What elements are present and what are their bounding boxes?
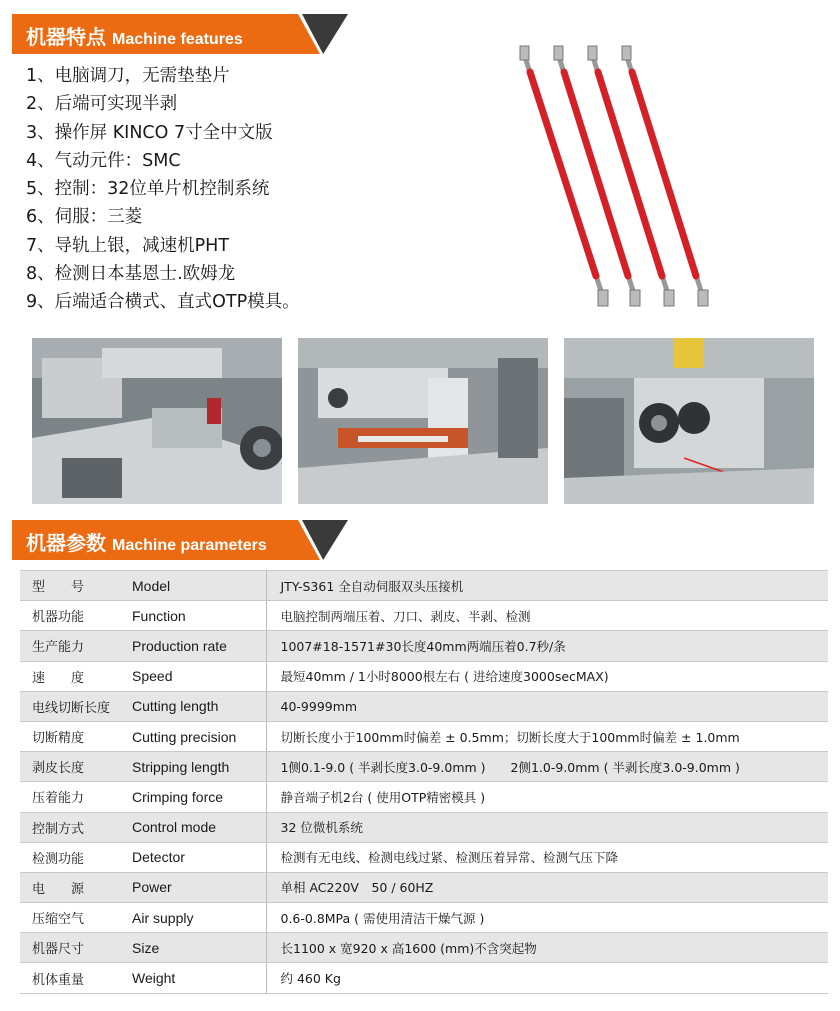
param-name-zh: 压着能力	[20, 782, 120, 812]
param-value: 最短40mm / 1小时8000根左右 ( 进给速度3000secMAX)	[266, 661, 828, 691]
table-row	[20, 571, 828, 601]
param-value: 电脑控制两端压着、刀口、剥皮、半剥、检测	[266, 601, 828, 631]
param-name-zh: 机器功能	[20, 601, 120, 631]
table-row	[20, 782, 828, 812]
feature-item: 4、气动元件：SMC	[26, 150, 181, 171]
param-name-zh: 机体重量	[20, 963, 120, 993]
param-name-en: Air supply	[120, 903, 266, 933]
table-row	[20, 872, 828, 902]
cable-4	[622, 46, 708, 306]
param-name-en: Crimping force	[120, 782, 266, 812]
table-row	[20, 601, 828, 631]
features-title	[26, 21, 243, 50]
table-row	[20, 812, 828, 842]
features-title-zh: 机器特点	[26, 25, 106, 49]
table-row	[20, 691, 828, 721]
param-name-zh: 检测功能	[20, 842, 120, 872]
machine-photo-2	[298, 338, 548, 504]
table-row	[20, 631, 828, 661]
param-value: 1侧0.1-9.0 ( 半剥长度3.0-9.0mm ) 2侧1.0-9.0mm ( 半剥长度3.0-9.0mm )	[266, 752, 828, 782]
table-row	[20, 752, 828, 782]
param-name-en: Speed	[120, 661, 266, 691]
param-name-en: Cutting precision	[120, 721, 266, 751]
feature-item: 9、后端适合横式、直式OTP模具。	[26, 292, 300, 313]
param-name-zh: 机器尺寸	[20, 933, 120, 963]
param-value: 32 位微机系统	[266, 812, 828, 842]
param-name-en: Model	[120, 571, 266, 601]
param-name-zh: 型 号	[20, 571, 120, 601]
parameters-title-zh: 机器参数	[26, 531, 106, 555]
table-row	[20, 933, 828, 963]
table-row	[20, 903, 828, 933]
param-name-en: Production rate	[120, 631, 266, 661]
feature-item: 8、检测日本基恩士.欧姆龙	[26, 264, 236, 285]
features-list	[26, 62, 300, 317]
param-value: 单相 AC220V 50 / 60HZ	[266, 872, 828, 902]
param-name-zh: 切断精度	[20, 721, 120, 751]
feature-item: 5、控制：32位单片机控制系统	[26, 179, 270, 200]
table-row	[20, 661, 828, 691]
features-title-en: Machine features	[112, 31, 243, 48]
param-value: 静音端子机2台 ( 使用OTP精密模具 )	[266, 782, 828, 812]
machine-photo-3	[564, 338, 814, 504]
param-name-en: Control mode	[120, 812, 266, 842]
param-name-en: Cutting length	[120, 691, 266, 721]
feature-item: 7、导轨上银，减速机PHT	[26, 235, 230, 256]
param-name-en: Stripping length	[120, 752, 266, 782]
param-name-zh: 电 源	[20, 872, 120, 902]
feature-item: 2、后端可实现半剥	[26, 94, 178, 115]
param-name-en: Power	[120, 872, 266, 902]
parameters-title-en: Machine parameters	[112, 537, 267, 554]
param-value: 约 460 Kg	[266, 963, 828, 993]
param-name-zh: 控制方式	[20, 812, 120, 842]
param-value: 1007#18-1571#30长度40mm两端压着0.7秒/条	[266, 631, 828, 661]
table-row	[20, 842, 828, 872]
param-name-en: Detector	[120, 842, 266, 872]
param-value: 切断长度小于100mm时偏差 ± 0.5mm；切断长度大于100mm时偏差 ± 1.0mm	[266, 721, 828, 751]
feature-item: 1、电脑调刀，无需垫垫片	[26, 66, 230, 86]
parameters-title	[26, 527, 267, 556]
param-value: JTY-S361 全自动伺服双头压接机	[266, 571, 828, 601]
param-value: 检测有无电线、检测电线过紧、检测压着异常、检测气压下降	[266, 842, 828, 872]
param-name-zh: 压缩空气	[20, 903, 120, 933]
feature-item: 6、伺服：三菱	[26, 207, 143, 228]
param-value: 40-9999mm	[266, 691, 828, 721]
param-name-en: Weight	[120, 963, 266, 993]
table-row	[20, 963, 828, 993]
param-name-zh: 生产能力	[20, 631, 120, 661]
param-name-en: Function	[120, 601, 266, 631]
crimped-cables-image	[500, 36, 740, 316]
param-name-en: Size	[120, 933, 266, 963]
param-name-zh: 剥皮长度	[20, 752, 120, 782]
param-name-zh: 速 度	[20, 661, 120, 691]
param-value: 长1100 x 宽920 x 高1600 (mm)不含突起物	[266, 933, 828, 963]
cables-illustration	[500, 36, 740, 316]
param-name-zh: 电线切断长度	[20, 691, 120, 721]
feature-item: 3、操作屏 KINCO 7寸全中文版	[26, 122, 273, 143]
table-row	[20, 721, 828, 751]
machine-photo-1	[32, 338, 282, 504]
parameters-table	[20, 570, 828, 994]
param-value: 0.6-0.8MPa ( 需使用清洁干燥气源 )	[266, 903, 828, 933]
